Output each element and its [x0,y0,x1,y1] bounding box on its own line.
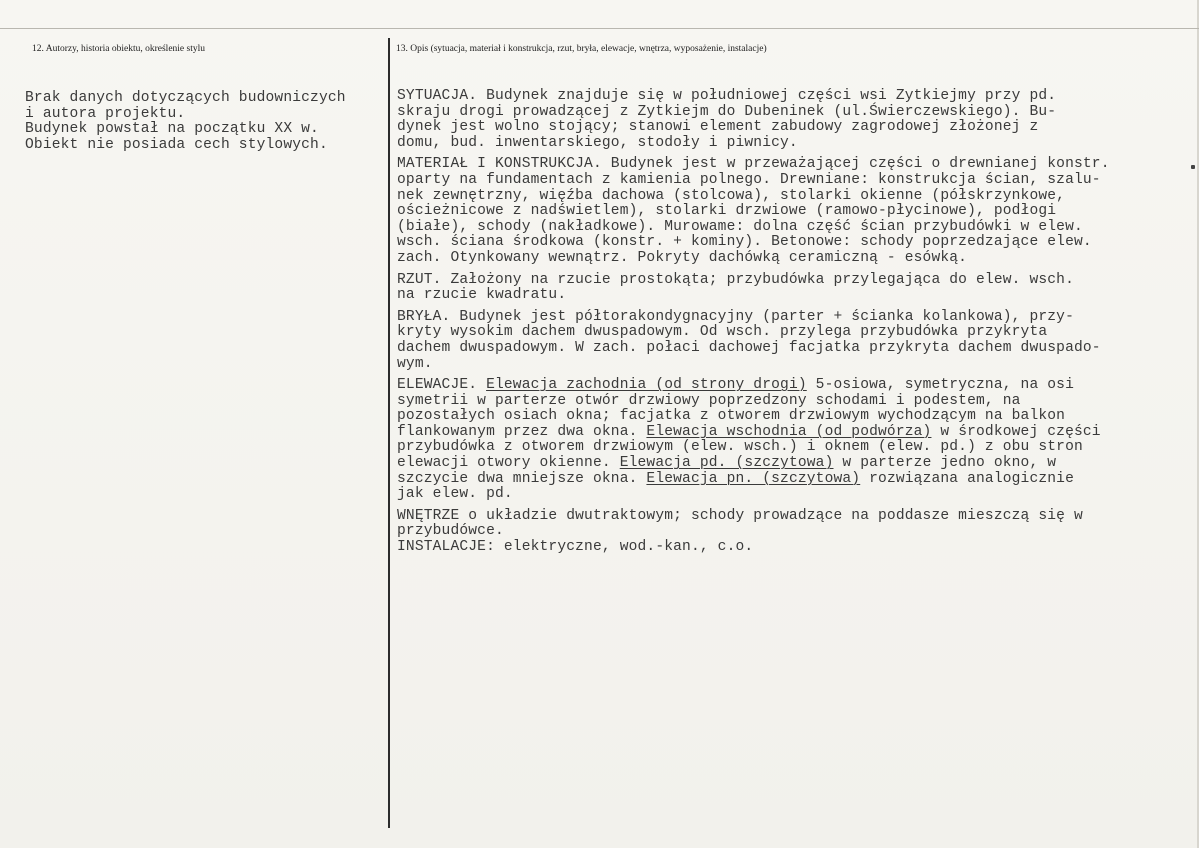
text-line: i autora projektu. [25,105,186,122]
text-run: flankowanym przez dwa okna. [397,423,647,440]
text-line: przybudówce. [397,523,504,540]
paragraph-rzut [397,273,1187,304]
paragraph-elewacje [397,378,1187,503]
text-line [397,425,1187,441]
text-run: elewacji otwory okienne. [397,455,620,472]
text-line: domu, bud. inwentarskiego, stodoły i piwnicy. [397,134,798,151]
text-line: INSTALACJE: elektryczne, wod.-kan., c.o. [397,539,754,556]
text-line: BRYŁA. Budynek jest półtorakondygnacyjny (parter + ścianka kolankowa), przy- [397,308,1074,325]
text-line: oparty na fundamentach z kamienia polnego. Drewniane: konstrukcja ścian, szalu- [397,171,1101,188]
text-line [397,378,1187,394]
text-line: WNĘTRZE o układzie dwutraktowym; schody prowadzące na poddasze mieszczą się w [397,507,1083,524]
paragraph-sytuacja [397,89,1187,151]
paragraph-bryla [397,310,1187,372]
text-run: w parterze jedno okno, w [833,455,1057,472]
text-line: wsch. ściana środkowa (konstr. + kominy). Betonowe: schody poprzedzające elew. [397,234,1092,251]
section-13-header: 13. Opis (sytuacja, materiał i konstrukcja, rzut, bryła, elewacje, wnętrza, wyposażenie, instalacje) [396,44,767,54]
text-line: zach. Otynkowany wewnątrz. Pokryty dachówką ceramiczną - esówką. [397,249,968,266]
column-divider [388,38,390,828]
text-line: kryty wysokim dachem dwuspadowym. Od wsch. przylega przybudówka przykryta [397,324,1048,341]
text-line: dynek jest wolno stojący; stanowi element zabudowy zagrodowej złożonej z [397,119,1039,136]
text-line: pozostałych osiach okna; facjatka z otworem drzwiowym wychodzącym na balkon [397,408,1066,425]
text-line: nek zewnętrzny, więźba dachowa (stolcowa), stolarki okienne (półskrzynkowe, [397,187,1066,204]
text-line: wym. [397,355,433,372]
text-line: MATERIAŁ I KONSTRUKCJA. Budynek jest w przeważającej części o drewnianej konstr. [397,156,1110,173]
edge-mark [1191,165,1195,169]
text-line: jak elew. pd. [397,486,513,503]
text-line: (białe), schody (nakładkowe). Murowame: dolna część ścian przybudówki w elew. [397,218,1083,235]
text-run: 5-osiowa, symetryczna, na osi [806,377,1074,394]
text-line: symetrii w parterze otwór drzwiowy poprzedzony schodami i podestem, na [397,392,1021,409]
text-run: w środkowej części [931,423,1101,440]
paragraph-instalacje [397,540,1187,556]
text-line: RZUT. Założony na rzucie prostokąta; przybudówka przylegająca do elew. wsch. [397,271,1074,288]
underlined-heading: Elewacja pd. (szczytowa) [619,455,834,472]
text-line: Budynek powstał na początku XX w. [25,121,319,138]
underlined-heading: Elewacja wschodnia (od podwórza) [646,423,932,440]
top-rule [0,28,1199,29]
description-text [397,89,1187,562]
text-line: na rzucie kwadratu. [397,287,567,304]
underlined-heading: Elewacja pn. (szczytowa) [646,470,861,487]
paragraph-wnetrze [397,509,1187,540]
text-line: skraju drogi prowadzącej z Zytkiejm do Dubeninek (ul.Świerczewskiego). Bu- [397,103,1057,120]
text-line: Obiekt nie posiada cech stylowych. [25,136,328,153]
text-run: rozwiązana analogicznie [860,470,1075,487]
text-line [397,456,1187,472]
text-run: ELEWACJE. [397,377,487,394]
text-line [397,472,1187,488]
text-line: SYTUACJA. Budynek znajduje się w południowej części wsi Zytkiejmy przy pd. [397,88,1057,104]
text-line: dachem dwuspadowym. W zach. połaci dachowej facjatka przykryta dachem dwuspado- [397,339,1101,356]
text-run: szczycie dwa mniejsze okna. [397,470,647,487]
authors-history-text [25,91,387,153]
text-line: przybudówka z otworem drzwiowym (elew. wsch.) i oknem (elew. pd.) z obu stron [397,439,1083,456]
paragraph-material [397,157,1187,266]
text-line: ościeżnicowe z nadświetlem), stolarki drzwiowe (ramowo-płycinowe), podłogi [397,203,1057,220]
underlined-heading: Elewacja zachodnia (od strony drogi) [486,377,807,394]
text-line: Brak danych dotyczących budowniczych [25,90,346,106]
section-12-header: 12. Autorzy, historia obiektu, określenie stylu [32,44,205,54]
